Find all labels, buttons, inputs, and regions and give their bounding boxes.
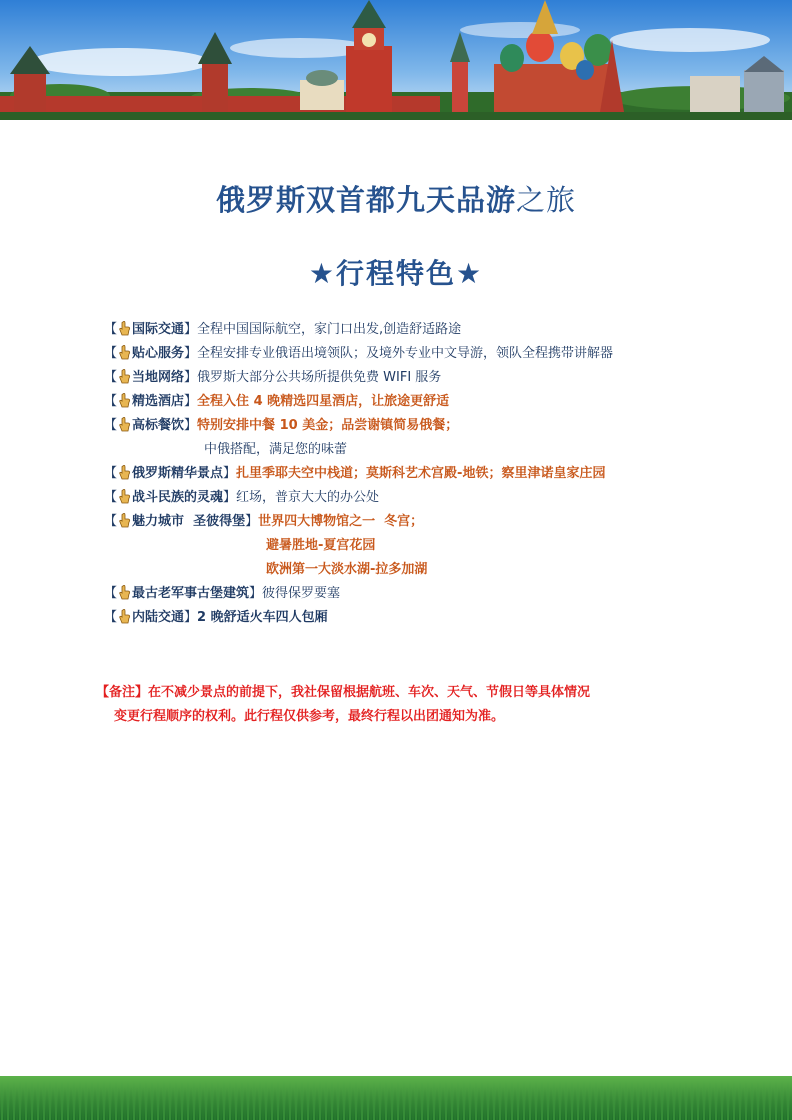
bracket-close: 】 [184, 418, 198, 433]
footer-grass-image [0, 1076, 792, 1120]
feature-desc: 全程安排专业俄语出境领队；及境外专业中文导游，领队全程携带讲解器 [197, 346, 614, 361]
feature-label: 高标餐饮 [132, 418, 185, 433]
bracket-open: 【 [104, 586, 118, 601]
feature-label: 国际交通 [132, 322, 185, 337]
remark-note [96, 681, 716, 729]
bracket-open: 【 [104, 466, 118, 481]
bracket-close: 】 [184, 610, 198, 625]
feature-item [104, 462, 744, 486]
feature-desc: 全程中国国际航空，家门口出发,创造舒适路途 [197, 322, 462, 337]
feature-item [104, 486, 744, 510]
bracket-close: 】 [184, 322, 198, 337]
bracket-close: 】 [223, 490, 237, 505]
title-suffix: 之旅 [516, 183, 577, 217]
feature-desc: 扎里季耶夫空中栈道；莫斯科艺术宫殿-地铁；察里津诺皇家庄园 [236, 466, 606, 481]
page-title [0, 178, 792, 219]
feature-label: 魅力城市 圣彼得堡 [132, 514, 246, 529]
feature-item [104, 342, 744, 366]
bracket-close: 】 [184, 394, 198, 409]
section-heading: ★行程特色★ [308, 257, 484, 290]
bracket-open: 【 [104, 610, 118, 625]
header-banner-image [0, 0, 792, 120]
bracket-open: 【 [104, 490, 118, 505]
feature-desc: 特别安排中餐 10 美金；品尝谢镇简易俄餐； [197, 418, 459, 433]
feature-label: 俄罗斯精华景点 [132, 466, 224, 481]
pointing-hand-icon [118, 489, 131, 504]
bracket-open: 【 [104, 418, 118, 433]
pointing-hand-icon [118, 585, 131, 600]
bracket-close: 】 [249, 586, 263, 601]
pointing-hand-icon [118, 609, 131, 624]
feature-desc-continuation: 避暑胜地-夏宫花园 [266, 538, 376, 553]
pointing-hand-icon [118, 345, 131, 360]
pointing-hand-icon [118, 369, 131, 384]
feature-desc: 俄罗斯大部分公共场所提供免费 WIFI 服务 [197, 370, 442, 385]
bracket-close: 】 [223, 466, 237, 481]
feature-label: 最古老军事古堡建筑 [132, 586, 250, 601]
pointing-hand-icon [118, 513, 131, 528]
bracket-close: 】 [184, 346, 198, 361]
feature-desc: 2 晚舒适火车四人包厢 [197, 610, 328, 625]
pointing-hand-icon [118, 321, 131, 336]
feature-desc: 全程入住 4 晚精选四星酒店，让旅途更舒适 [197, 394, 450, 409]
feature-label: 战斗民族的灵魂 [132, 490, 224, 505]
feature-item [104, 366, 744, 390]
bracket-open: 【 [104, 370, 118, 385]
feature-desc-continuation: 中俄搭配，满足您的味蕾 [204, 442, 348, 457]
bracket-open: 【 [104, 346, 118, 361]
remark-line-2: 变更行程顺序的权利。此行程仅供参考，最终行程以出团通知为准。 [114, 709, 505, 724]
grass-illustration [0, 1076, 792, 1120]
feature-desc-continuation: 欧洲第一大淡水湖-拉多加湖 [266, 562, 428, 577]
pointing-hand-icon [118, 465, 131, 480]
bracket-open: 【 [104, 394, 118, 409]
feature-label: 精选酒店 [132, 394, 185, 409]
feature-item [104, 390, 744, 414]
feature-item [104, 510, 744, 534]
bracket-close: 】 [245, 514, 259, 529]
feature-label: 贴心服务 [132, 346, 185, 361]
feature-item [104, 582, 744, 606]
feature-item [104, 318, 744, 342]
feature-desc: 彼得保罗要塞 [262, 586, 341, 601]
moscow-skyline-illustration [0, 0, 792, 120]
pointing-hand-icon [118, 417, 131, 432]
feature-desc: 世界四大博物馆之一 冬宫； [258, 514, 424, 529]
feature-label: 内陆交通 [132, 610, 185, 625]
feature-item [104, 414, 744, 438]
title-main: 俄罗斯双首都九天品游 [215, 183, 516, 217]
feature-desc: 红场，普京大大的办公处 [236, 490, 380, 505]
bracket-close: 】 [184, 370, 198, 385]
feature-item [104, 606, 744, 630]
feature-label: 当地网络 [132, 370, 185, 385]
bracket-open: 【 [104, 322, 118, 337]
remark-line-1: 【备注】在不减少景点的前提下，我社保留根据航班、车次、天气、节假日等具体情况 [96, 685, 591, 700]
feature-list [104, 318, 744, 630]
bracket-open: 【 [104, 514, 118, 529]
pointing-hand-icon [118, 393, 131, 408]
